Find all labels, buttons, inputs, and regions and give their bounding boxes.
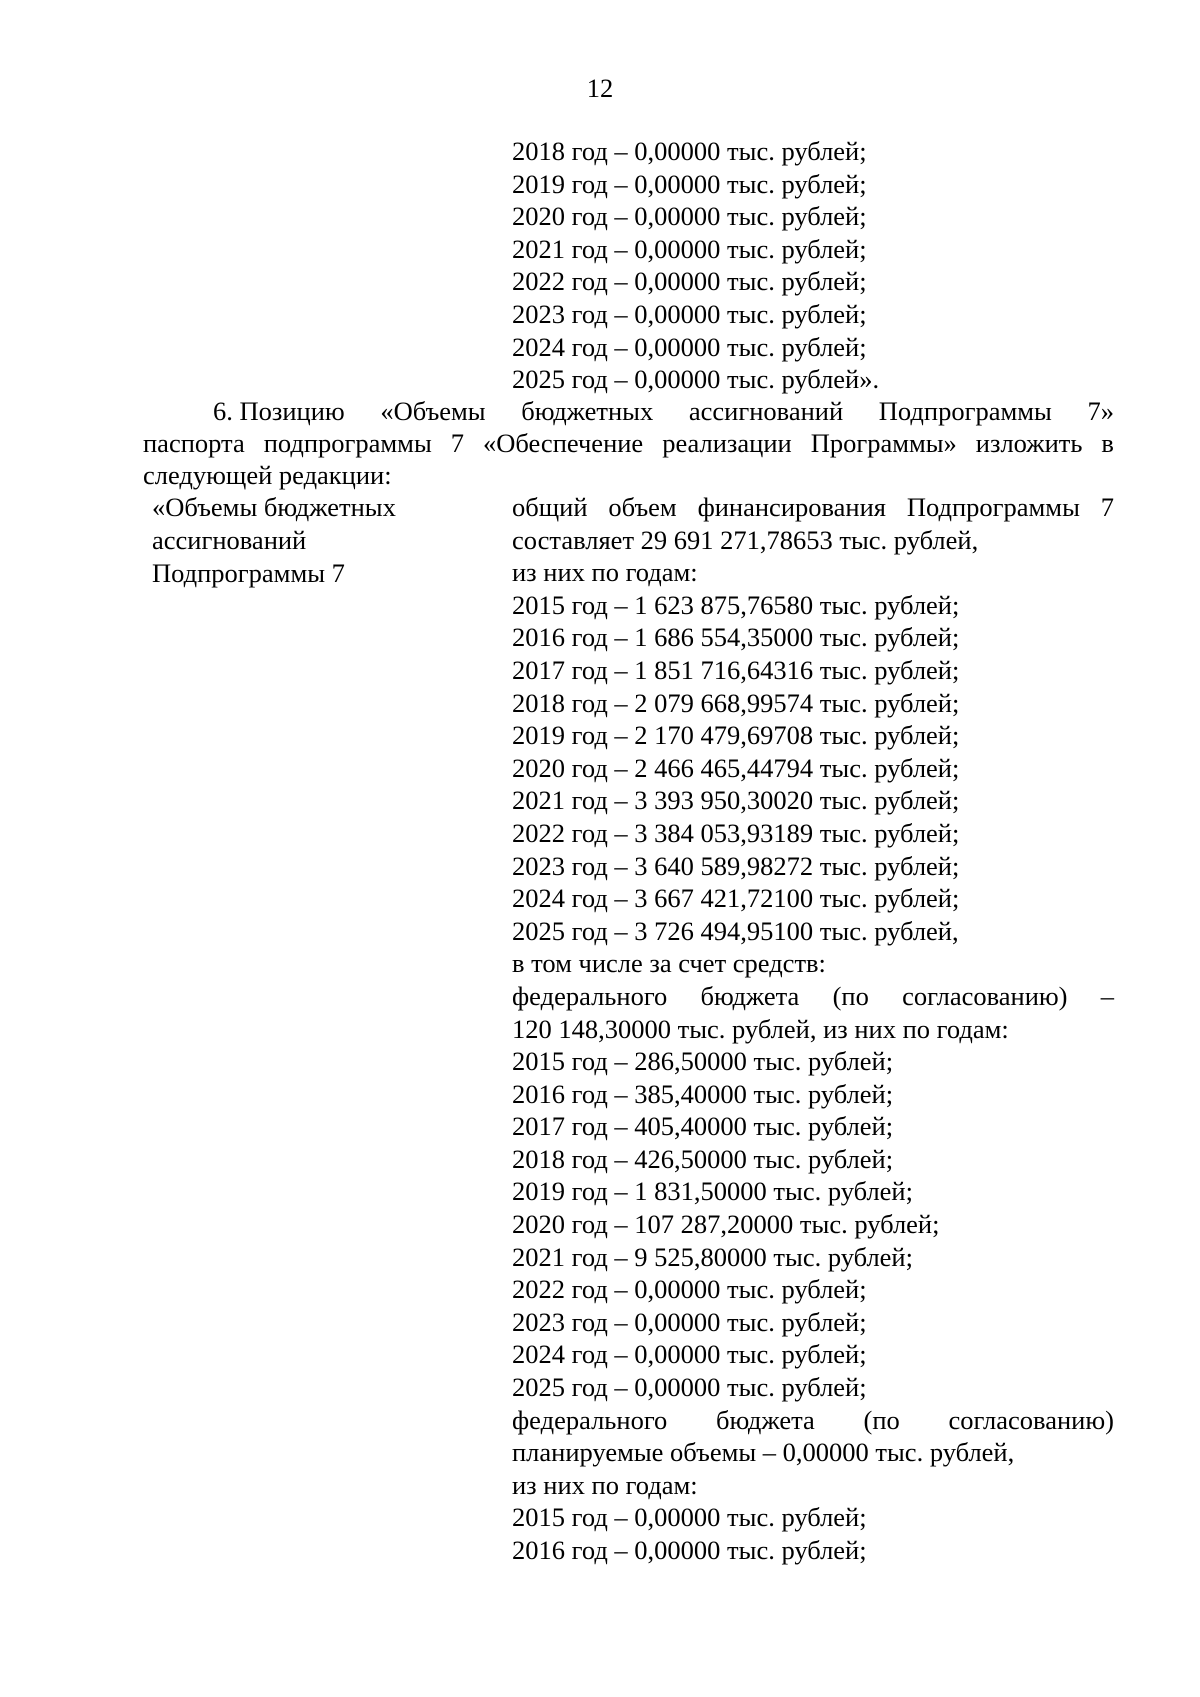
- year-line: 2022 год – 3 384 053,93189 тыс. рублей;: [512, 817, 960, 848]
- federal-year-line: 2021 год – 9 525,80000 тыс. рублей;: [512, 1241, 913, 1272]
- word: 7: [1100, 492, 1114, 522]
- planned-total-line: планируемые объемы – 0,00000 тыс. рублей,: [512, 1437, 1015, 1468]
- top-years-list: [512, 135, 1114, 396]
- word: Программы»: [810, 428, 957, 458]
- federal-year-line: 2023 год – 0,00000 тыс. рублей;: [512, 1306, 867, 1337]
- planned-heading-line: [512, 1404, 1114, 1437]
- page-number: 12: [586, 73, 614, 103]
- intro-line: [512, 491, 1114, 524]
- top-year-line: 2024 год – 0,00000 тыс. рублей;: [512, 331, 867, 362]
- year-line: 2021 год – 3 393 950,30020 тыс. рублей;: [512, 785, 960, 816]
- year-line: 2016 год – 1 686 554,35000 тыс. рублей;: [512, 622, 960, 653]
- left-cell-line: ассигнований: [152, 525, 307, 555]
- word: в: [1101, 428, 1114, 458]
- word: федерального: [512, 980, 668, 1011]
- word: 7»: [1087, 396, 1114, 426]
- year-line: 2015 год – 1 623 875,76580 тыс. рублей;: [512, 589, 960, 620]
- word: бюджетных: [521, 396, 654, 426]
- word: согласованию): [902, 980, 1068, 1011]
- word: 6. Позицию: [213, 396, 345, 426]
- word: согласованию): [948, 1404, 1114, 1435]
- top-year-line: 2019 год – 0,00000 тыс. рублей;: [512, 168, 867, 199]
- federal-year-line: 2018 год – 426,50000 тыс. рублей;: [512, 1143, 894, 1174]
- federal-total-line: 120 148,30000 тыс. рублей, из них по годам:: [512, 1013, 1009, 1044]
- year-line: 2023 год – 3 640 589,98272 тыс. рублей;: [512, 850, 960, 881]
- word: 7: [450, 428, 464, 458]
- federal-year-line: 2019 год – 1 831,50000 тыс. рублей;: [512, 1176, 913, 1207]
- paragraph-6-line-2: [143, 427, 1114, 459]
- word: паспорта: [143, 428, 245, 458]
- word: (по: [863, 1404, 900, 1435]
- word: «Объемы: [380, 396, 486, 426]
- left-cell-line: «Объемы бюджетных: [152, 492, 396, 522]
- year-line: 2020 год – 2 466 465,44794 тыс. рублей;: [512, 752, 960, 783]
- planned-by-years-line: из них по годам:: [512, 1469, 698, 1500]
- federal-year-line: 2017 год – 405,40000 тыс. рублей;: [512, 1111, 894, 1142]
- word: бюджета: [716, 1404, 815, 1435]
- year-line: 2025 год – 3 726 494,95100 тыс. рублей,: [512, 915, 959, 946]
- word: –: [1100, 980, 1114, 1011]
- including-line: в том числе за счет средств:: [512, 948, 826, 979]
- by-years-line: из них по годам:: [512, 557, 698, 588]
- paragraph-6-line-1: [143, 395, 1114, 427]
- year-line: 2019 год – 2 170 479,69708 тыс. рублей;: [512, 720, 960, 751]
- word: бюджета: [700, 980, 800, 1011]
- word: реализации: [662, 428, 792, 458]
- paragraph-6: [143, 395, 1114, 491]
- federal-year-line: 2020 год – 107 287,20000 тыс. рублей;: [512, 1209, 940, 1240]
- word: «Обеспечение: [482, 428, 644, 458]
- top-year-line: 2020 год – 0,00000 тыс. рублей;: [512, 201, 867, 232]
- word: федерального: [512, 1404, 668, 1435]
- left-cell-line: Подпрограммы 7: [152, 558, 345, 588]
- word: (по: [832, 980, 869, 1011]
- word: Подпрограммы: [878, 396, 1052, 426]
- year-line: 2017 год – 1 851 716,64316 тыс. рублей;: [512, 654, 960, 685]
- top-year-line: 2025 год – 0,00000 тыс. рублей».: [512, 364, 880, 395]
- top-year-line: 2018 год – 0,00000 тыс. рублей;: [512, 136, 867, 166]
- word: изложить: [975, 428, 1083, 458]
- word: финансирования: [697, 492, 886, 522]
- word: общий: [512, 492, 588, 522]
- year-line: 2024 год – 3 667 421,72100 тыс. рублей;: [512, 883, 960, 914]
- federal-year-line: 2016 год – 385,40000 тыс. рублей;: [512, 1078, 894, 1109]
- top-year-line: 2022 год – 0,00000 тыс. рублей;: [512, 266, 867, 297]
- federal-heading-line: [512, 980, 1114, 1013]
- word: подпрограммы: [263, 428, 432, 458]
- federal-year-line: 2022 год – 0,00000 тыс. рублей;: [512, 1274, 867, 1305]
- word: ассигнований: [688, 396, 844, 426]
- top-year-line: 2023 год – 0,00000 тыс. рублей;: [512, 298, 867, 329]
- top-year-line: 2021 год – 0,00000 тыс. рублей;: [512, 233, 867, 264]
- word: объем: [608, 492, 677, 522]
- total-line: составляет 29 691 271,78653 тыс. рублей,: [512, 524, 979, 555]
- year-line: 2018 год – 2 079 668,99574 тыс. рублей;: [512, 687, 960, 718]
- federal-year-line: 2025 год – 0,00000 тыс. рублей;: [512, 1372, 867, 1403]
- federal-year-line: 2024 год – 0,00000 тыс. рублей;: [512, 1339, 867, 1370]
- federal-year-line: 2015 год – 286,50000 тыс. рублей;: [512, 1046, 894, 1077]
- word: Подпрограммы: [906, 492, 1080, 522]
- paragraph-6-line-3: следующей редакции:: [143, 460, 392, 490]
- planned-year-line: 2016 год – 0,00000 тыс. рублей;: [512, 1535, 867, 1565]
- planned-year-line: 2015 год – 0,00000 тыс. рублей;: [512, 1502, 867, 1533]
- table-left-cell: [152, 491, 492, 590]
- table-right-cell: [512, 491, 1114, 1567]
